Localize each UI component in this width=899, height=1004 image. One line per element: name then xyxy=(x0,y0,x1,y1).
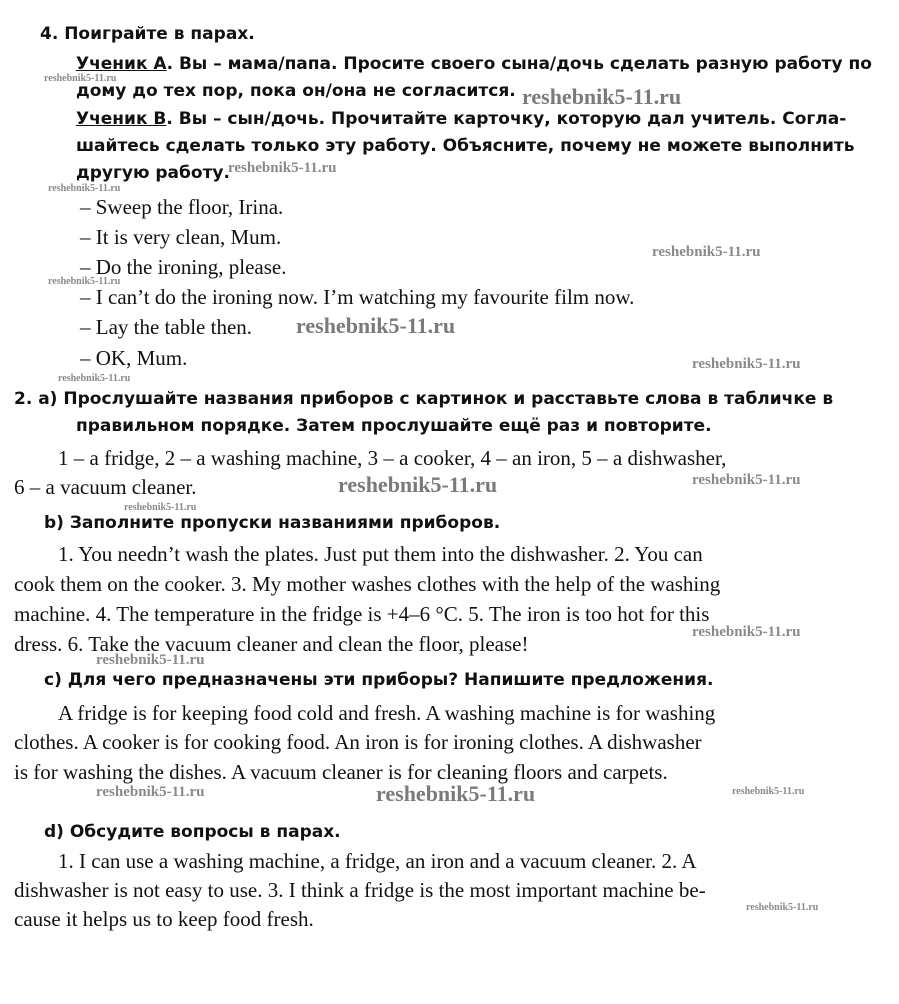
task2b-line: 1. You needn’t wash the plates. Just put them into the dishwasher. 2. You can xyxy=(58,542,703,566)
task4-heading: 4. Поиграйте в парах. xyxy=(40,24,255,44)
watermark: reshebnik5-11.ru xyxy=(96,784,205,800)
task2c-line: is for washing the dishes. A vacuum cleaner is for cleaning floors and carpets. xyxy=(14,760,668,784)
studentB-text: . Вы – сын/дочь. Прочитайте карточку, которую дал учитель. Согла- xyxy=(166,109,847,129)
dialogue-line: – Lay the table then. xyxy=(80,315,253,339)
task2c-line: clothes. A cooker is for cooking food. An iron is for ironing clothes. A dishwasher xyxy=(14,730,702,754)
task2a-heading-line1: 2. a) Прослушайте названия приборов с картинок и расставьте слова в табличке в xyxy=(14,389,834,409)
task2a-answer-line2: 6 – a vacuum cleaner. xyxy=(14,475,197,499)
task2c-heading: c) Для чего предназначены эти приборы? Напишите предложения. xyxy=(44,670,714,690)
watermark: reshebnik5-11.ru xyxy=(338,472,498,497)
task2b-heading: b) Заполните пропуски названиями приборов. xyxy=(44,513,501,533)
task2d-line: dishwasher is not easy to use. 3. I think a fridge is the most important machine be- xyxy=(14,878,706,902)
watermark: reshebnik5-11.ru xyxy=(48,183,121,194)
task4-studentB-line3: другую работу. xyxy=(76,163,230,183)
dialogue-line: – OK, Mum. xyxy=(80,346,188,370)
task2d-line: cause it helps us to keep food fresh. xyxy=(14,907,314,931)
task4-studentA-line1 xyxy=(76,54,872,74)
task4-studentB-line1 xyxy=(76,109,846,129)
dialogue-line: – Sweep the floor, Irina. xyxy=(80,195,284,219)
task2c-line: A fridge is for keeping food cold and fresh. A washing machine is for washing xyxy=(58,701,716,725)
studentB-label: Ученик В xyxy=(76,109,167,129)
task2b-line: dress. 6. Take the vacuum cleaner and clean the floor, please! xyxy=(14,632,529,656)
watermark: reshebnik5-11.ru xyxy=(522,84,682,109)
task4-studentB-line2: шайтесь сделать только эту работу. Объясните, почему не можете выполнить xyxy=(76,136,855,156)
studentA-label: Ученик А xyxy=(76,54,167,74)
watermark: reshebnik5-11.ru xyxy=(746,902,819,913)
watermark: reshebnik5-11.ru xyxy=(296,313,456,338)
watermark: reshebnik5-11.ru xyxy=(44,73,117,84)
watermark: reshebnik5-11.ru xyxy=(732,786,805,797)
watermark: reshebnik5-11.ru xyxy=(692,356,801,372)
task2a-heading-line2: правильном порядке. Затем прослушайте ещё раз и повторите. xyxy=(76,416,712,436)
dialogue-line: – It is very clean, Mum. xyxy=(80,225,282,249)
watermark: reshebnik5-11.ru xyxy=(652,244,761,260)
task2d-line: 1. I can use a washing machine, a fridge, an iron and a vacuum cleaner. 2. A xyxy=(58,849,697,873)
watermark: reshebnik5-11.ru xyxy=(228,160,337,176)
task2d-heading: d) Обсудите вопросы в парах. xyxy=(44,822,341,842)
watermark: reshebnik5-11.ru xyxy=(124,502,197,513)
studentA-text: . Вы – мама/папа. Просите своего сына/дочь сделать разную работу по xyxy=(166,54,872,74)
task2b-line: cook them on the cooker. 3. My mother washes clothes with the help of the washing xyxy=(14,572,721,596)
watermark: reshebnik5-11.ru xyxy=(48,276,121,287)
task4-studentA-line2: дому до тех пор, пока он/она не согласится. xyxy=(76,81,516,101)
task2b-line: machine. 4. The temperature in the fridge is +4–6 °C. 5. The iron is too hot for this xyxy=(14,602,710,626)
task2a-answer-line1: 1 – a fridge, 2 – a washing machine, 3 – a cooker, 4 – an iron, 5 – a dishwasher, xyxy=(58,446,727,470)
dialogue-line: – Do the ironing, please. xyxy=(80,255,287,279)
watermark: reshebnik5-11.ru xyxy=(58,373,131,384)
watermark: reshebnik5-11.ru xyxy=(376,781,536,806)
watermark: reshebnik5-11.ru xyxy=(96,652,205,668)
watermark: reshebnik5-11.ru xyxy=(692,624,801,640)
watermark: reshebnik5-11.ru xyxy=(692,472,801,488)
dialogue-line: – I can’t do the ironing now. I’m watching my favourite film now. xyxy=(80,285,635,309)
